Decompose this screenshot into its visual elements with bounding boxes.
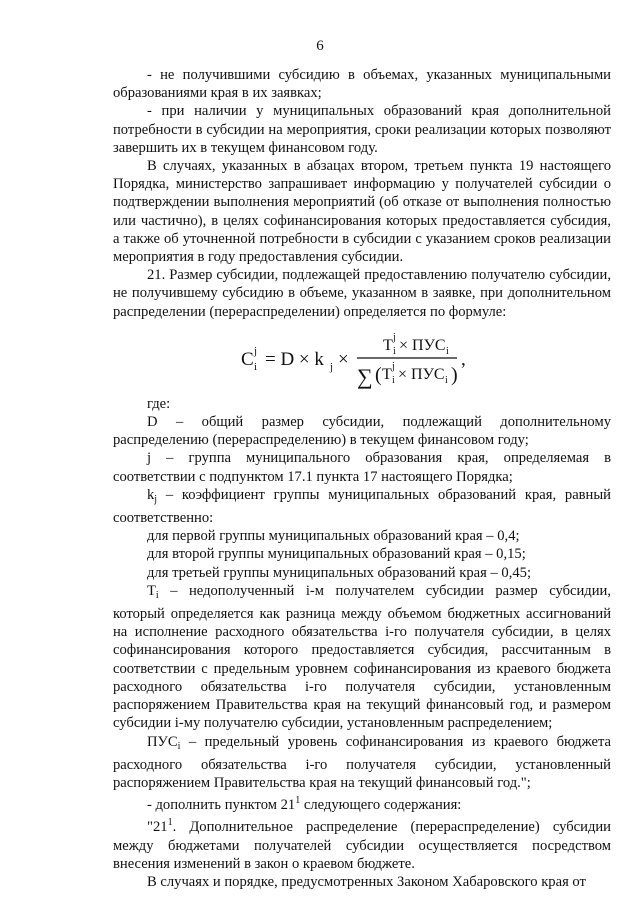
- formula-den-t: T: [382, 365, 392, 383]
- paragraph: - при наличии у муниципальных образований края дополнительной потребности в субсидии на мероприятия, сроки реализации которых позволяют завершить их в текущем финансовом году.: [113, 103, 611, 156]
- paragraph: 21. Размер субсидии, подлежащей предоставлению получателю субсидии, не получившему субсидию в объеме, указанном в заявке, при дополнительном распределении (перераспределении) определяется по формуле:: [113, 267, 611, 320]
- group-3: для третьей группы муниципальных образований края – 0,45;: [147, 564, 532, 581]
- formula-den-t-sub: i: [392, 374, 395, 386]
- definition-k: $k_j$ – коэффициент группы муниципальных образований края, равный соответственно:: [113, 486, 611, 527]
- definition-j: j – группа муниципального образования края, определяемая в соответствии с подпунктом 17.1 пункта 17 настоящего Порядка;: [113, 450, 611, 485]
- paragraph: В случаях и порядке, предусмотренных Законом Хабаровского края от: [147, 873, 586, 890]
- definition-t: $T_i$ – недополученный i-м получателем субсидии размер субсидии, который определяется как разница между объемом бюджетных ассигнований на исполнение расходного обязательства i-го получателя субсидии, в целях софинансирования которого предоставляется субсидия, рассчитанным в соответствии с предельным уровнем софинансирования из краевого бюджета расходного обязательства i-го получателя субсидии, установленным распоряжением Правительства края на текущий финансовый год, и размером субсидии i-му получателю субсидии, установленным распределением;: [113, 582, 611, 732]
- formula-graphic: [241, 329, 481, 389]
- formula-den-pus-sub: i: [445, 374, 448, 386]
- formula-times: ×: [338, 348, 349, 370]
- formula-den-t-sup: j: [392, 360, 395, 372]
- paragraph-21-1: "$21^1$. Дополнительное распределение (перераспределение) субсидии между бюджетами получателей субсидии осуществляется посредством внесения изменений в закон о краевом бюджете.: [113, 817, 611, 872]
- subsidy-formula: [113, 329, 611, 389]
- group-2: для второй группы муниципальных образований края – 0,15;: [147, 546, 526, 563]
- amendment-line: - дополнить пунктом $21^1$ следующего содержания:: [147, 795, 462, 814]
- formula-sum: ∑: [357, 363, 373, 389]
- formula-num-pus: × ПУС: [399, 336, 446, 354]
- formula-comma: ,: [461, 348, 466, 370]
- formula-k-sub: j: [330, 360, 334, 373]
- definition-d: D – общий размер субсидии, подлежащий дополнительному распределению (перераспределению) в текущем финансовом году;: [113, 414, 611, 449]
- paragraph: В случаях, указанных в абзацах втором, третьем пункта 19 настоящего Порядка, министерство запрашивает информацию у получателей субсидии о подтверждении выполнения мероприятий (об отказе от выполнения полностью или частично), в целях софинансирования которых предоставляется субсидия, а также об уточненной потребности в субсидии с указанием сроков реализации мероприятия в году предоставления субсидии.: [113, 158, 611, 266]
- page-number: 6: [316, 38, 324, 54]
- definition-pus: $ПУС_i$ – предельный уровень софинансирования из краевого бюджета расходного обязательства i-го получателя субсидии, установленный распоряжением Правительства края на текущий финансовый год.";: [113, 733, 611, 791]
- formula-eq: = D × k: [265, 348, 324, 370]
- formula-num-sup: j: [393, 331, 396, 343]
- formula-lhs-sub: i: [254, 360, 258, 373]
- formula-num-pus-sub: i: [446, 345, 449, 357]
- formula-den-pus: × ПУС: [398, 365, 445, 383]
- paragraph: - не получившими субсидию в объемах, указанных муниципальными образованиями края в их заявках;: [113, 67, 611, 102]
- formula-lhs-sup: j: [254, 344, 258, 357]
- formula-num-sub: i: [393, 345, 396, 357]
- document-body: [113, 66, 611, 891]
- paren-left: (: [375, 363, 382, 386]
- paren-right: ): [451, 363, 458, 386]
- formula-lhs: C: [241, 348, 254, 370]
- group-1: для первой группы муниципальных образований края – 0,4;: [147, 528, 520, 545]
- where-label: где:: [147, 395, 171, 412]
- formula-num: T: [383, 336, 393, 354]
